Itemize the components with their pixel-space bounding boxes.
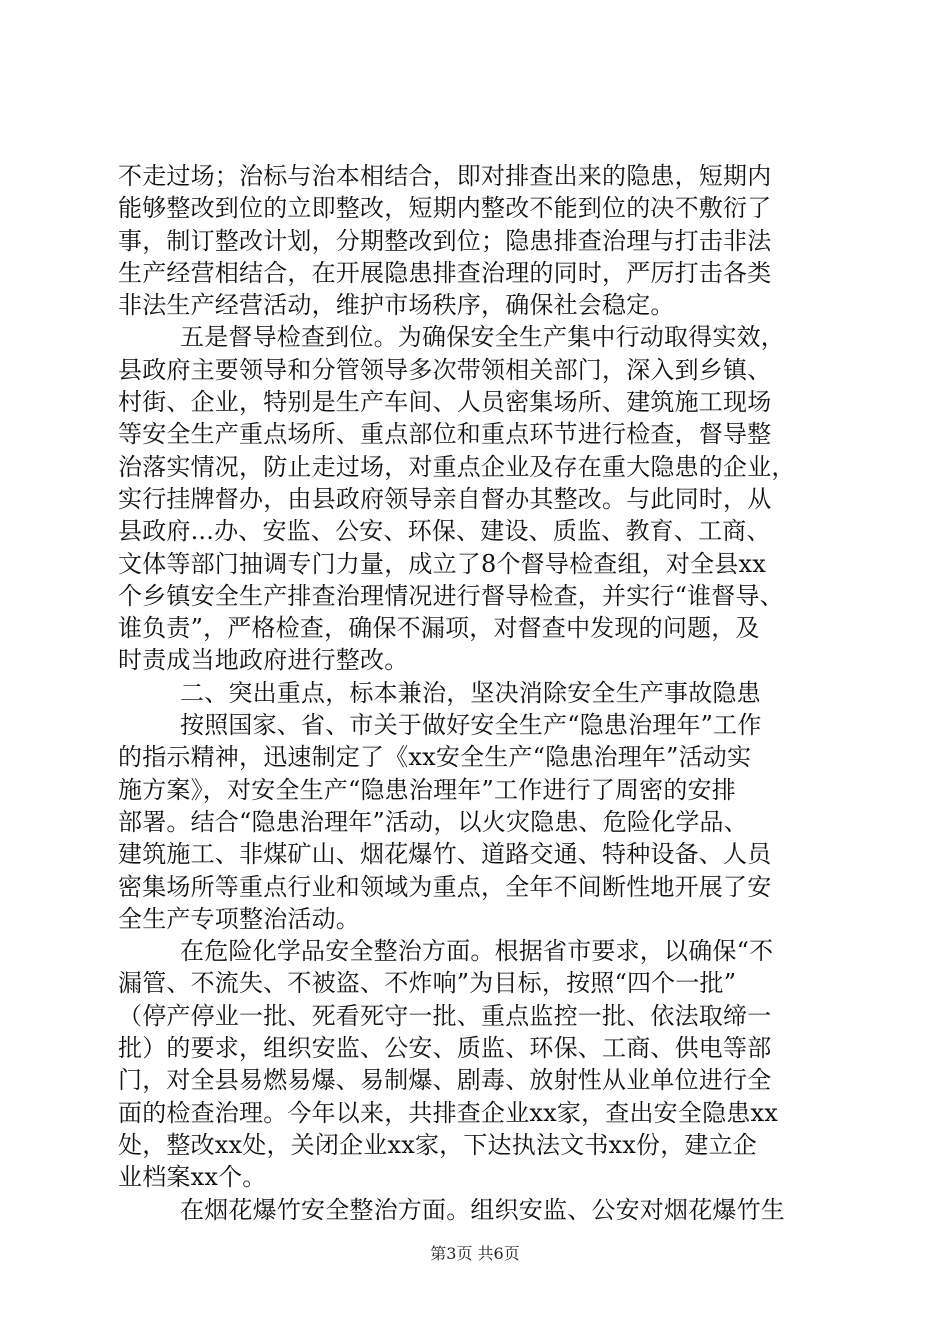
- text-line: 县政府...办、安监、公安、环保、建设、质监、教育、工商、: [118, 517, 771, 546]
- text-line: 非法生产经营活动，维护市场秩序，确保社会稳定。: [118, 291, 675, 320]
- text-line: 谁负责”，严格检查，确保不漏项，对督查中发现的问题，及: [118, 614, 760, 643]
- text-line: 处，整改xx处，关闭企业xx家，下达执法文书xx份，建立企: [118, 1130, 758, 1159]
- text-line: 的指示精神，迅速制定了《xx安全生产“隐患治理年”活动实: [118, 743, 752, 772]
- text-line: 业档案xx个。: [118, 1163, 267, 1192]
- text-line: 面的检查治理。今年以来，共排查企业xx家，查出安全隐患xx: [118, 1098, 778, 1127]
- text-line: 能够整改到位的立即整改，短期内整改不能到位的决不敷衍了: [118, 194, 772, 223]
- text-line: 生产经营相结合，在开展隐患排查治理的同时，严厉打击各类: [118, 258, 772, 287]
- text-line: 治落实情况，防止走过场，对重点企业及存在重大隐患的企业，: [118, 452, 796, 481]
- text-line: 事，制订整改计划，分期整改到位；隐患排查治理与打击非法: [118, 226, 772, 255]
- text-line: 在危险化学品安全整治方面。根据省市要求，以确保“不: [180, 937, 774, 966]
- text-line: 建筑施工、非煤矿山、烟花爆竹、道路交通、特种设备、人员: [118, 840, 772, 869]
- document-body: [118, 160, 834, 1226]
- text-line: 密集场所等重点行业和领域为重点，全年不间断性地开展了安: [118, 872, 772, 901]
- text-line: 时责成当地政府进行整改。: [118, 646, 409, 675]
- text-line: 漏管、不流失、不被盗、不炸响”为目标，按照“四个一批”: [118, 969, 737, 998]
- text-line: 在烟花爆竹安全整治方面。组织安监、公安对烟花爆竹生: [180, 1195, 785, 1224]
- text-line: 按照国家、省、市关于做好安全生产“隐患治理年”工作: [180, 711, 762, 740]
- text-line: 文体等部门抽调专门力量，成立了8个督导检查组，对全县xx: [118, 549, 766, 578]
- text-line: 实行挂牌督办，由县政府领导亲自督办其整改。与此同时，从: [118, 484, 772, 513]
- text-line: 施方案》，对安全生产“隐患治理年”工作进行了周密的安排: [118, 775, 736, 804]
- text-line: 等安全生产重点场所、重点部位和重点环节进行检查，督导整: [118, 420, 772, 449]
- text-line: 个乡镇安全生产排查治理情况进行督导检查，并实行“谁督导、: [118, 581, 784, 610]
- text-line: 二、突出重点，标本兼治，坚决消除安全生产事故隐患: [180, 678, 761, 707]
- text-line: 部署。结合“隐患治理年”活动，以火灾隐患、危险化学品、: [118, 807, 748, 836]
- text-line: 不走过场；治标与治本相结合，即对排查出来的隐患，短期内: [118, 162, 772, 190]
- text-line: 县政府主要领导和分管领导多次带领相关部门，深入到乡镇、: [118, 355, 772, 384]
- text-line: 全生产专项整治活动。: [118, 904, 360, 933]
- text-line: 五是督导检查到位。为确保安全生产集中行动取得实效，: [180, 323, 785, 352]
- text-line: 批）的要求，组织安监、公安、质监、环保、工商、供电等部: [118, 1034, 772, 1063]
- text-line: 村街、企业，特别是生产车间、人员密集场所、建筑施工现场: [118, 388, 772, 417]
- page-footer: 第3页 共6页: [430, 1244, 520, 1263]
- text-line: （停产停业一批、死看死守一批、重点监控一批、依法取缔一: [118, 1001, 772, 1030]
- text-line: 门，对全县易燃易爆、易制爆、剧毒、放射性从业单位进行全: [118, 1066, 772, 1095]
